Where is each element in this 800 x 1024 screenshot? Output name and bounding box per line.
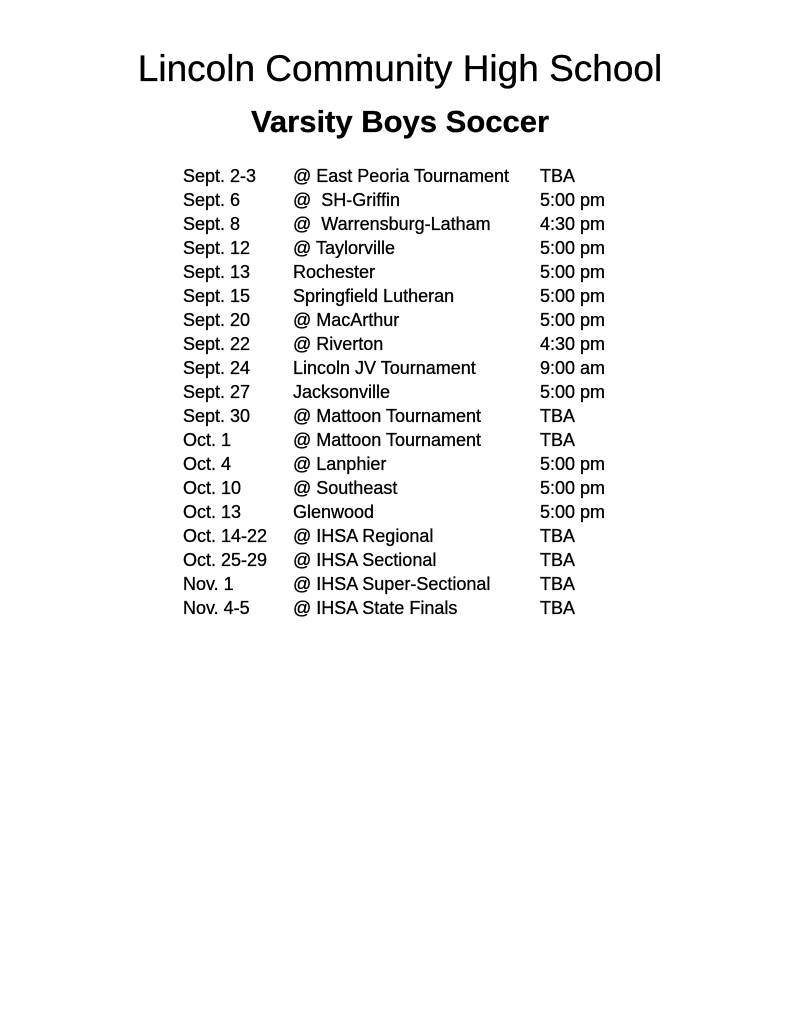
page-subtitle: Varsity Boys Soccer — [250, 104, 550, 139]
schedule-cell-time: 9:00 am — [540, 358, 606, 378]
schedule-row — [183, 164, 605, 188]
schedule-row — [183, 524, 605, 548]
schedule-row — [183, 452, 605, 476]
schedule-cell-time: 5:00 pm — [540, 190, 606, 210]
schedule-cell-time: 5:00 pm — [540, 502, 606, 522]
schedule-cell-opponent: Jacksonville — [293, 382, 391, 402]
schedule-cell-time: 5:00 pm — [540, 454, 606, 474]
schedule-cell-time: TBA — [540, 550, 576, 570]
schedule-cell-opponent: @ Taylorville — [293, 238, 395, 258]
schedule-row — [183, 284, 605, 308]
schedule-row — [183, 476, 605, 500]
schedule-row — [183, 572, 605, 596]
schedule-cell-date: Sept. 22 — [183, 334, 251, 354]
page-title: Lincoln Community High School — [137, 48, 663, 89]
schedule-cell-opponent: @ MacArthur — [293, 310, 400, 330]
schedule-cell-opponent: @ Southeast — [293, 478, 398, 498]
schedule-row — [183, 428, 605, 452]
schedule-cell-date: Oct. 1 — [183, 430, 232, 450]
schedule-cell-date: Oct. 14-22 — [183, 526, 268, 546]
schedule-cell-opponent: Glenwood — [293, 502, 375, 522]
schedule-row — [183, 404, 605, 428]
schedule-row — [183, 356, 605, 380]
schedule-cell-date: Sept. 27 — [183, 382, 251, 402]
schedule-row — [183, 596, 605, 620]
schedule-cell-opponent: @ SH-Griffin — [293, 190, 400, 210]
schedule-cell-date: Oct. 13 — [183, 502, 242, 522]
schedule-cell-time: 4:30 pm — [540, 334, 606, 354]
schedule-cell-date: Oct. 10 — [183, 478, 242, 498]
schedule-cell-time: TBA — [540, 430, 576, 450]
schedule-cell-opponent: @ IHSA Super-Sectional — [293, 574, 491, 594]
schedule-cell-time: TBA — [540, 574, 576, 594]
schedule-row — [183, 212, 605, 236]
schedule-cell-opponent: @ Warrensburg-Latham — [293, 214, 491, 234]
schedule-row — [183, 500, 605, 524]
schedule-cell-date: Sept. 13 — [183, 262, 251, 282]
schedule-row — [183, 380, 605, 404]
schedule-cell-opponent: @ East Peoria Tournament — [293, 166, 510, 186]
schedule-cell-time: 5:00 pm — [540, 262, 606, 282]
schedule-cell-time: 4:30 pm — [540, 214, 606, 234]
schedule-cell-date: Nov. 1 — [183, 574, 234, 594]
schedule-cell-time: 5:00 pm — [540, 310, 606, 330]
schedule-cell-date: Sept. 15 — [183, 286, 251, 306]
schedule-cell-opponent: @ IHSA Sectional — [293, 550, 437, 570]
schedule-row — [183, 260, 605, 284]
schedule-cell-date: Sept. 2-3 — [183, 166, 257, 186]
schedule-cell-date: Oct. 4 — [183, 454, 232, 474]
schedule-cell-opponent: @ IHSA Regional — [293, 526, 434, 546]
schedule-row — [183, 548, 605, 572]
schedule-cell-time: TBA — [540, 598, 576, 618]
schedule-cell-time: 5:00 pm — [540, 238, 606, 258]
schedule-row — [183, 332, 605, 356]
schedule-cell-opponent: @ Riverton — [293, 334, 384, 354]
schedule-table — [183, 164, 605, 620]
schedule-cell-date: Sept. 30 — [183, 406, 251, 426]
schedule-cell-opponent: @ Mattoon Tournament — [293, 406, 482, 426]
schedule-cell-date: Nov. 4-5 — [183, 598, 250, 618]
schedule-cell-time: 5:00 pm — [540, 382, 606, 402]
schedule-cell-opponent: Rochester — [293, 262, 376, 282]
schedule-cell-opponent: @ Lanphier — [293, 454, 387, 474]
schedule-cell-date: Sept. 6 — [183, 190, 241, 210]
schedule-cell-opponent: Lincoln JV Tournament — [293, 358, 476, 378]
schedule-cell-date: Sept. 20 — [183, 310, 251, 330]
schedule-cell-opponent: @ Mattoon Tournament — [293, 430, 482, 450]
schedule-cell-time: 5:00 pm — [540, 478, 606, 498]
schedule-cell-date: Sept. 8 — [183, 214, 241, 234]
schedule-cell-date: Sept. 24 — [183, 358, 251, 378]
schedule-cell-opponent: @ IHSA State Finals — [293, 598, 458, 618]
schedule-cell-date: Oct. 25-29 — [183, 550, 268, 570]
schedule-cell-date: Sept. 12 — [183, 238, 251, 258]
schedule-cell-time: TBA — [540, 406, 576, 426]
schedule-cell-time: 5:00 pm — [540, 286, 606, 306]
schedule-cell-time: TBA — [540, 166, 576, 186]
schedule-row — [183, 236, 605, 260]
schedule-row — [183, 188, 605, 212]
schedule-cell-time: TBA — [540, 526, 576, 546]
schedule-row — [183, 308, 605, 332]
schedule-cell-opponent: Springfield Lutheran — [293, 286, 455, 306]
